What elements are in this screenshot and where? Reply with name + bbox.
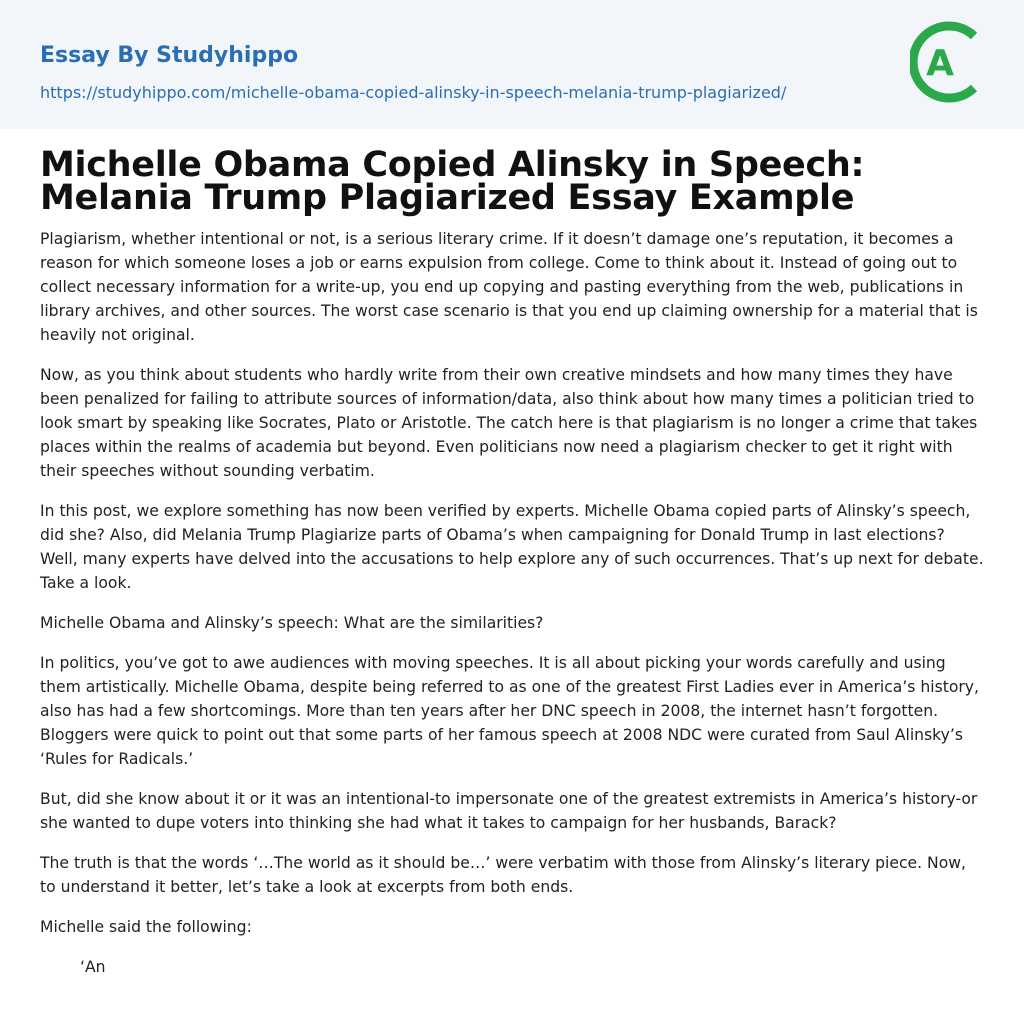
paragraph-7: Michelle said the following: [40, 918, 252, 936]
paragraph-4: In politics, you’ve got to awe audiences with moving speeches. It is all about picking your words carefully and using them artistically. Michelle Obama, despite being referred to as one of the greatest First Ladies ever in America’s history, also has had a few shortcomings. More than ten years after her DNC speech in 2008, the internet hasn’t forgotten. Bloggers were quick to point out that some parts of her famous speech at 2008 NDC were curated from Saul Alinsky’s ‘Rules for Radicals.’ [40, 654, 979, 768]
section-heading: Michelle Obama and Alinsky’s speech: What are the similarities? [40, 614, 544, 632]
paragraph-1: Plagiarism, whether intentional or not, is a serious literary crime. If it doesn’t damage one’s reputation, it becomes a reason for which someone loses a job or earns expulsion from college. Come to think about it. Instead of going out to collect necessary information for a write-up, you end up copying and pasting everything from the web, publications in library archives, and other sources. The worst case scenario is that you end up claiming ownership for a material that is heavily not original. [40, 230, 978, 344]
page-url-link[interactable]: https://studyhippo.com/michelle-obama-copied-alinsky-in-speech-melania-trump-plagiarized/ [40, 83, 787, 102]
paragraph-2: Now, as you think about students who hardly write from their own creative mindsets and how many times they have been penalized for failing to attribute sources of information/data, also think about how many times a politician tried to look smart by speaking like Socrates, Plato or Aristotle. The catch here is that plagiarism is no longer a crime that takes places within the realms of academia but beyond. Even politicians now need a plagiarism checker to get it right with their speeches without sounding verbatim. [40, 366, 978, 480]
site-brand[interactable]: Essay By Studyhippo [40, 43, 299, 68]
paragraph-6: The truth is that the words ‘…The world as it should be…’ were verbatim with those from Alinsky’s literary piece. Now, to understand it better, let’s take a look at excerpts from both ends. [40, 854, 966, 896]
page-title [40, 145, 984, 218]
article-body [0, 129, 1024, 979]
studyhippo-logo-icon[interactable] [910, 18, 990, 106]
quote-start: ‘An [80, 958, 106, 976]
site-header [0, 0, 1024, 129]
logo-letter: A [926, 43, 954, 84]
paragraph-3: In this post, we explore something has now been verified by experts. Michelle Obama copied parts of Alinsky’s speech, did she? Also, did Melania Trump Plagiarize parts of Obama’s when campaigning for Donald Trump in last elections? Well, many experts have delved into the accusations to help explore any of such occurrences. That’s up next for debate. Take a look. [40, 502, 984, 592]
paragraph-5: But, did she know about it or it was an intentional-to impersonate one of the greatest extremists in America’s history-or she wanted to dupe voters into thinking she had what it takes to campaign for her husbands, Barack? [40, 790, 978, 832]
title-line-2: Melania Trump Plagiarized Essay Example [40, 178, 855, 218]
title-line-1: Michelle Obama Copied Alinsky in Speech: [40, 145, 865, 185]
